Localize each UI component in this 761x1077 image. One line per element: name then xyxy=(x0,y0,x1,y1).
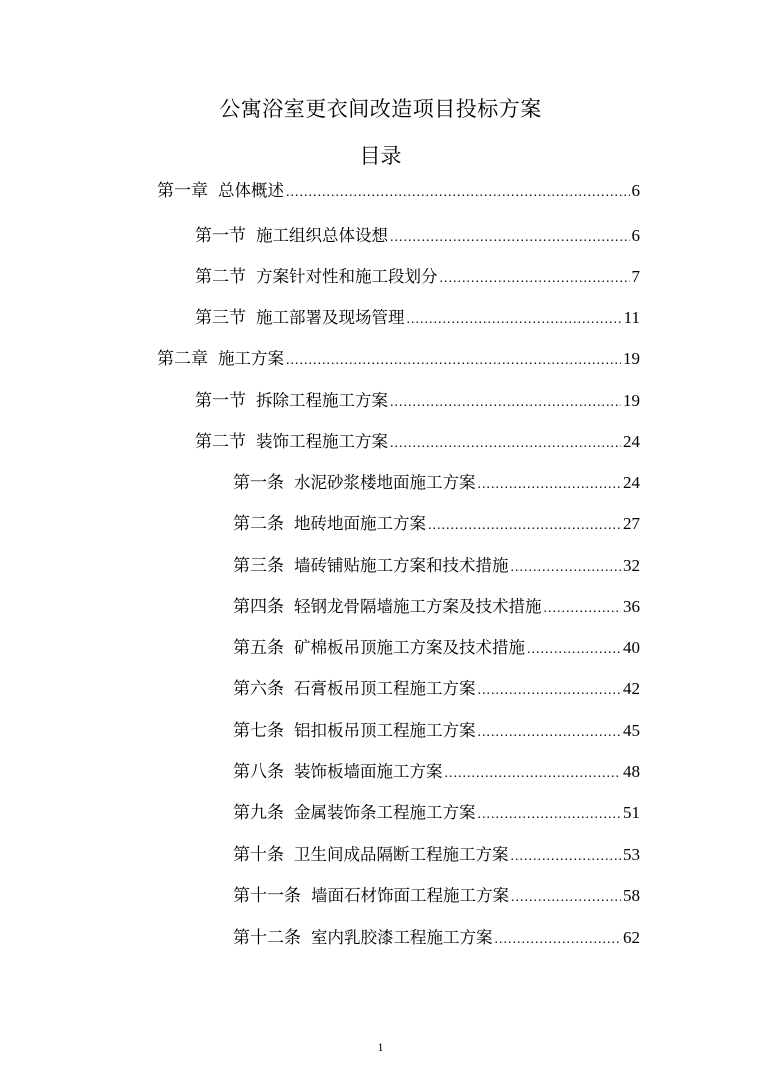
toc-entry[interactable] xyxy=(233,675,640,703)
dot-leader xyxy=(390,430,621,458)
toc-entry-number: 第十二条 xyxy=(233,928,301,948)
toc-entry-page: 40 xyxy=(623,638,640,657)
toc-entry-page: 24 xyxy=(623,432,640,451)
toc-entry-title: 总体概述 xyxy=(218,181,284,200)
toc-entry-title: 金属装饰条工程施工方案 xyxy=(294,803,476,822)
toc-entry-page: 7 xyxy=(631,267,640,286)
dot-leader xyxy=(544,595,622,623)
dot-leader xyxy=(478,719,622,747)
toc-entry-number: 第一节 xyxy=(195,226,246,246)
toc-entry-title: 装饰工程施工方案 xyxy=(256,432,388,451)
document-title: 公寓浴室更衣间改造项目投标方案 xyxy=(219,97,542,121)
toc-entry[interactable] xyxy=(233,469,640,497)
toc-entry[interactable] xyxy=(233,634,640,662)
toc-entry-number: 第一章 xyxy=(157,181,208,201)
toc-entry-number: 第八条 xyxy=(233,762,284,782)
toc-entry[interactable] xyxy=(195,428,640,456)
toc-entry-page: 42 xyxy=(623,679,640,698)
toc-entry-page: 32 xyxy=(623,556,640,575)
toc-entry-title: 装饰板墙面施工方案 xyxy=(294,762,443,781)
dot-leader xyxy=(511,843,622,871)
toc-entry[interactable] xyxy=(195,304,640,332)
dot-leader xyxy=(511,554,622,582)
dot-leader xyxy=(390,389,621,417)
dot-leader xyxy=(428,512,621,540)
toc-entry-title: 拆除工程施工方案 xyxy=(256,391,388,410)
dot-leader xyxy=(478,801,622,829)
toc-entry-page: 6 xyxy=(631,181,640,200)
toc-entry-title: 墙面石材饰面工程施工方案 xyxy=(311,886,509,905)
toc-entry-page: 45 xyxy=(623,721,640,740)
toc-entry-title: 施工组织总体设想 xyxy=(256,226,388,245)
page-number: 1 xyxy=(377,1040,384,1054)
toc-entry-number: 第十一条 xyxy=(233,886,301,906)
toc-entry-page: 58 xyxy=(623,886,640,905)
toc-entry[interactable] xyxy=(233,841,640,869)
toc-entry[interactable] xyxy=(233,924,640,952)
toc-entry-number: 第六条 xyxy=(233,679,284,699)
toc-entry-page: 27 xyxy=(623,514,640,533)
toc-entry-number: 第五条 xyxy=(233,638,284,658)
toc-entry[interactable] xyxy=(233,717,640,745)
toc-entry-number: 第三条 xyxy=(233,556,284,576)
toc-entry-title: 施工部署及现场管理 xyxy=(256,308,405,327)
toc-entry-number: 第一节 xyxy=(195,391,246,411)
toc-entry-page: 53 xyxy=(623,845,640,864)
toc-entry-page: 19 xyxy=(623,349,640,368)
toc-entry[interactable] xyxy=(233,593,640,621)
toc-entry[interactable] xyxy=(157,345,640,373)
toc-entry-title: 铝扣板吊顶工程施工方案 xyxy=(294,721,476,740)
toc-entry-page: 36 xyxy=(623,597,640,616)
toc-entry-title: 卫生间成品隔断工程施工方案 xyxy=(294,845,509,864)
toc-entry-number: 第二节 xyxy=(195,432,246,452)
toc-entry[interactable] xyxy=(233,510,640,538)
dot-leader xyxy=(286,179,630,207)
toc-entry-number: 第四条 xyxy=(233,597,284,617)
toc-entry[interactable] xyxy=(157,177,640,205)
toc-entry[interactable] xyxy=(195,387,640,415)
toc-entry-title: 室内乳胶漆工程施工方案 xyxy=(311,928,493,947)
dot-leader xyxy=(478,677,622,705)
toc-entry-title: 方案针对性和施工段划分 xyxy=(256,267,438,286)
dot-leader xyxy=(407,306,622,334)
toc-entry-number: 第一条 xyxy=(233,473,284,493)
toc-entry-number: 第十条 xyxy=(233,845,284,865)
toc-entry-number: 第七条 xyxy=(233,721,284,741)
toc-entry-number: 第二节 xyxy=(195,267,246,287)
toc-entry[interactable] xyxy=(233,799,640,827)
toc-entry[interactable] xyxy=(195,263,640,291)
toc-entry-page: 11 xyxy=(623,308,640,327)
toc-entry-title: 矿棉板吊顶施工方案及技术措施 xyxy=(294,638,525,657)
dot-leader xyxy=(390,224,630,252)
toc-entry-title: 轻钢龙骨隔墙施工方案及技术措施 xyxy=(294,597,542,616)
toc-entry-page: 19 xyxy=(623,391,640,410)
toc-entry-number: 第九条 xyxy=(233,803,284,823)
toc-entry[interactable] xyxy=(233,758,640,786)
toc-heading: 目录 xyxy=(359,144,402,168)
dot-leader xyxy=(445,760,622,788)
toc-entry-number: 第二章 xyxy=(157,349,208,369)
toc-entry-page: 51 xyxy=(623,803,640,822)
toc-entry-title: 墙砖铺贴施工方案和技术措施 xyxy=(294,556,509,575)
dot-leader xyxy=(511,884,621,912)
toc-entry-title: 施工方案 xyxy=(218,349,284,368)
toc-entry-title: 石膏板吊顶工程施工方案 xyxy=(294,679,476,698)
toc-entry-page: 6 xyxy=(631,226,640,245)
dot-leader xyxy=(478,471,622,499)
toc-entry[interactable] xyxy=(233,552,640,580)
toc-entry-page: 24 xyxy=(623,473,640,492)
toc-entry[interactable] xyxy=(195,222,640,250)
toc-entry[interactable] xyxy=(233,882,640,910)
dot-leader xyxy=(495,926,622,954)
toc-entry-title: 水泥砂浆楼地面施工方案 xyxy=(294,473,476,492)
toc-entry-title: 地砖地面施工方案 xyxy=(294,514,426,533)
dot-leader xyxy=(286,347,621,375)
toc-entry-page: 62 xyxy=(623,928,640,947)
dot-leader xyxy=(527,636,621,664)
toc-entry-number: 第二条 xyxy=(233,514,284,534)
toc-entry-number: 第三节 xyxy=(195,308,246,328)
dot-leader xyxy=(440,265,630,293)
toc-entry-page: 48 xyxy=(623,762,640,781)
